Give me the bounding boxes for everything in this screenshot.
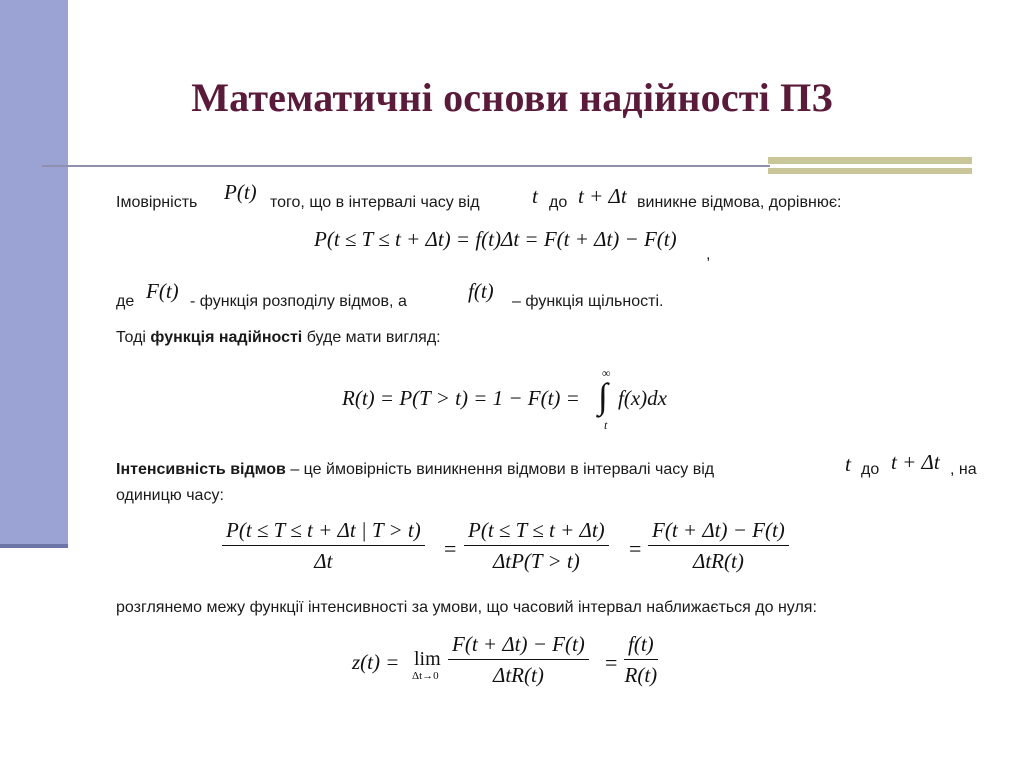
- fraction-conditional-denominator: Δt: [314, 549, 333, 573]
- line3-bold-term: функція надійності: [150, 329, 303, 346]
- integral-upper-limit: ∞: [602, 366, 611, 380]
- formula-probability: P(t ≤ T ≤ t + Δt) = f(t)Δt = F(t + Δt) − F(t): [314, 227, 677, 251]
- fraction-conditional: [222, 518, 425, 573]
- line3-text-2: буде мати вигляд:: [306, 329, 441, 346]
- accent-bar-bottom: [768, 168, 972, 174]
- fraction-limit-numerator: F(t + Δt) − F(t): [448, 632, 589, 660]
- line4-math-t: t: [845, 452, 851, 476]
- integral-lower-limit: t: [604, 418, 608, 432]
- line4-text-3: , на: [950, 461, 977, 478]
- line1-text-1: Імовірність: [116, 194, 198, 211]
- formula-reliability: R(t) = P(T > t) = 1 − F(t) =: [342, 386, 580, 410]
- integral-integrand: f(x)dx: [618, 386, 667, 410]
- fraction-hazard: [624, 632, 658, 687]
- line4-bold-term: Інтенсивність відмов: [116, 461, 286, 478]
- fraction-hazard-denominator: R(t): [624, 663, 658, 687]
- line4-text-4: одиницю часу:: [116, 487, 224, 504]
- fraction-limit-denominator: ΔtR(t): [493, 663, 544, 687]
- slide-title: Математичні основи надійності ПЗ: [191, 75, 833, 120]
- line2-text-1: де: [116, 293, 135, 310]
- equals-sign-2: =: [629, 536, 642, 561]
- equals-sign-3: =: [605, 650, 618, 675]
- line4-paragraph: [116, 460, 714, 480]
- line1-math-t: t: [532, 184, 538, 208]
- fraction-distribution-numerator: F(t + Δt) − F(t): [648, 518, 789, 546]
- line2-math-f: f(t): [468, 279, 494, 303]
- line4-math-tdt: t + Δt: [891, 450, 940, 474]
- line5-text: розглянемо межу функції інтенсивності за умови, що часовий інтервал наближається до нуля:: [116, 599, 817, 616]
- line1-text-4: виникне відмова, дорівнює:: [637, 194, 842, 211]
- fraction-limit: [448, 632, 589, 687]
- fraction-hazard-numerator: f(t): [624, 632, 658, 660]
- line1-text-3: до: [549, 194, 568, 211]
- fraction-distribution-denominator: ΔtR(t): [693, 549, 744, 573]
- fraction-probability: [464, 518, 609, 573]
- line4-text-2: до: [861, 461, 880, 478]
- formula1-comma: ,: [706, 246, 711, 263]
- line3-paragraph: [116, 328, 441, 348]
- line1-text-2: того, що в інтервалі часу від: [270, 194, 480, 211]
- line2-math-F: F(t): [146, 279, 179, 303]
- line1-math-P: P(t): [224, 180, 257, 204]
- fraction-distribution: [648, 518, 789, 573]
- line2-text-3: – функція щільності.: [512, 293, 664, 310]
- limit-operator: lim: [414, 648, 441, 670]
- accent-bar-top: [768, 157, 972, 164]
- fraction-conditional-numerator: P(t ≤ T ≤ t + Δt | T > t): [222, 518, 425, 546]
- title-divider: [42, 165, 770, 167]
- sidebar-edge: [0, 544, 68, 548]
- line4-text-1: – це ймовірність виникнення відмови в інтервалі часу від: [290, 461, 715, 478]
- line1-math-tdt: t + Δt: [578, 184, 627, 208]
- integral-sign: ∫: [598, 376, 608, 416]
- limit-subscript: Δt→0: [412, 670, 439, 682]
- fraction-probability-numerator: P(t ≤ T ≤ t + Δt): [464, 518, 609, 546]
- formula-z-lhs: z(t) =: [352, 650, 400, 674]
- line3-text-1: Тоді: [116, 329, 146, 346]
- fraction-probability-denominator: ΔtP(T > t): [492, 549, 580, 573]
- equals-sign-1: =: [444, 536, 457, 561]
- line2-text-2: - функція розподілу відмов, а: [190, 293, 407, 310]
